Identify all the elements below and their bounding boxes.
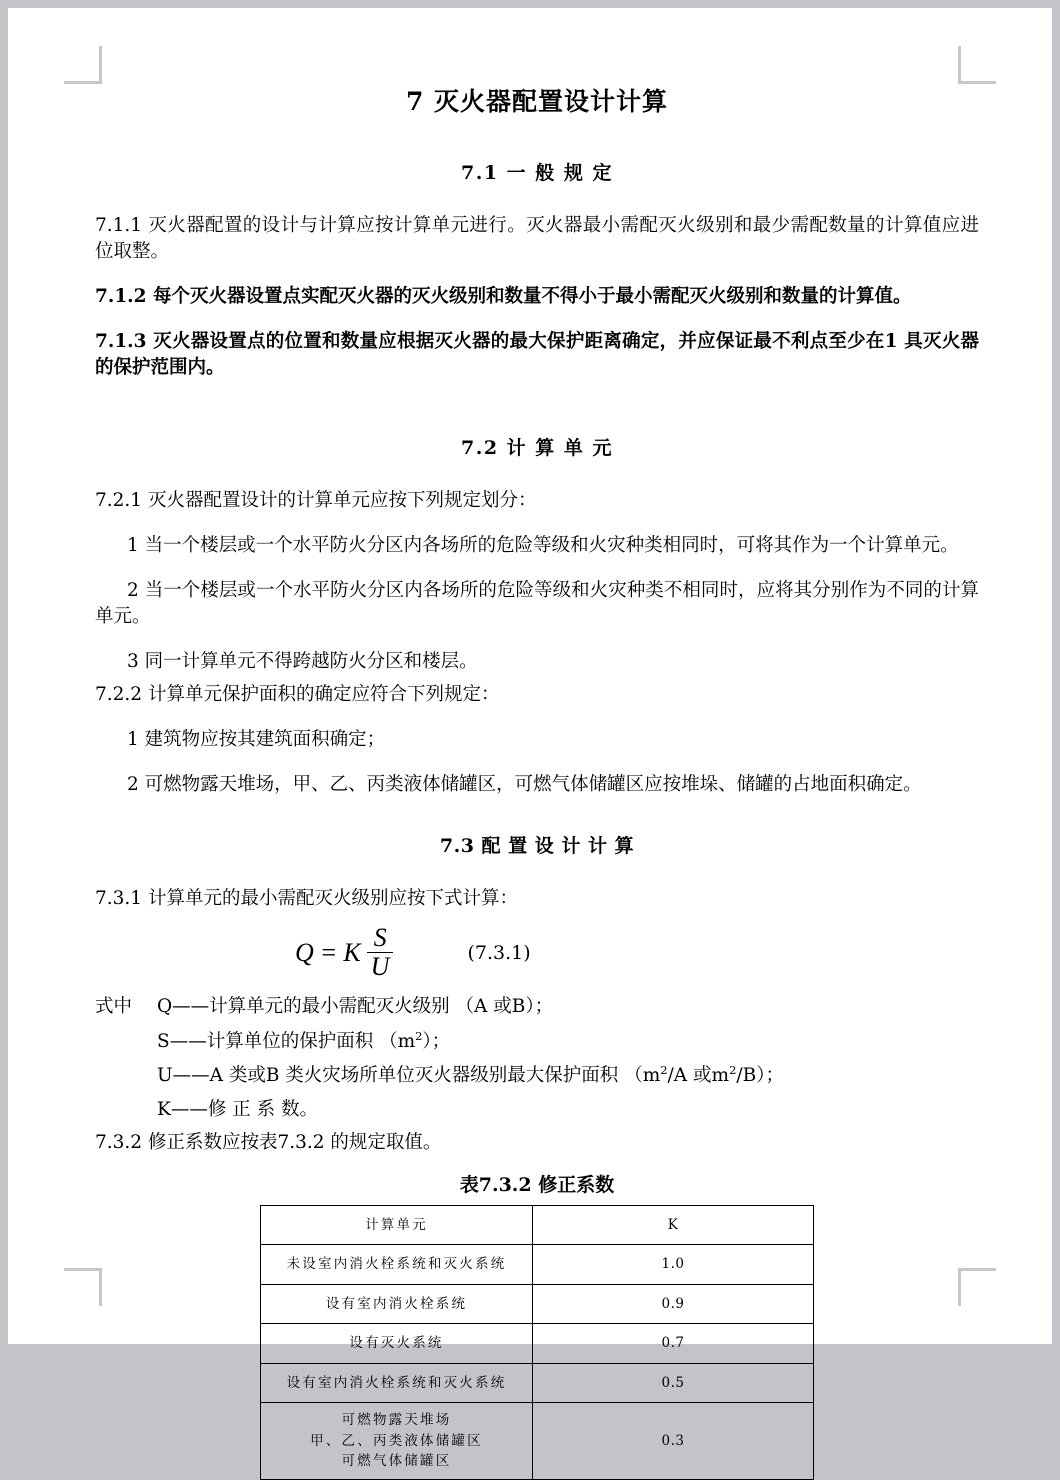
table-caption: 表7.3.2 修正系数 <box>459 1173 615 1196</box>
symbol-row-q <box>95 994 979 1020</box>
formula-denominator: U <box>370 952 390 982</box>
symbol-definition-s <box>157 1028 979 1055</box>
crop-mark-top-left <box>64 46 102 84</box>
symbol-s: S <box>157 1030 170 1052</box>
symbol-text-u: A 类或B 类火灾场所单位灭火器级别最大保护面积 （m <box>209 1065 661 1087</box>
symbol-lead-label: 式中 <box>95 996 133 1018</box>
symbol-definition-k <box>157 1097 979 1123</box>
table-header-unit: 计算单元 <box>261 1205 533 1245</box>
symbol-text-u-post: /B）； <box>736 1065 784 1087</box>
section-heading-7-2: 7.2 计 算 单 元 <box>460 437 613 460</box>
clause-7-3-1: 7.3.1 计算单元的最小需配灭火级别应按下式计算： <box>95 887 518 909</box>
symbol-lead-spacer <box>95 1028 157 1055</box>
symbol-dash-u: —— <box>172 1065 210 1087</box>
symbol-text-u-mid: /A 或m <box>667 1065 730 1087</box>
symbol-definition-u <box>157 1062 979 1089</box>
correction-coefficient-table <box>260 1205 814 1480</box>
table-cell-unit: 设有室内消火栓系统 <box>261 1284 533 1324</box>
clause-7-2-1-item-3: 3 同一计算单元不得跨越防火分区和楼层。 <box>127 651 478 673</box>
clause-7-1-1: 7.1.1 灭火器配置的设计与计算应按计算单元进行。灭火器最小需配灭火级别和最少需配数量的计算值应进位取整。 <box>95 215 979 262</box>
symbol-lead-spacer <box>95 1097 157 1123</box>
clause-7-2-1: 7.2.1 灭火器配置设计的计算单元应按下列规定划分： <box>95 490 537 512</box>
clause-7-2-2-item-1: 1 建筑物应按其建筑面积确定； <box>127 728 386 750</box>
table-row <box>261 1403 814 1480</box>
symbol-u: U <box>157 1065 173 1087</box>
symbol-dash-k: —— <box>170 1098 208 1120</box>
page-title: 7 灭火器配置设计计算 <box>405 87 669 116</box>
clause-7-1-2: 7.1.2 每个灭火器设置点实配灭火器的灭火级别和数量不得小于最小需配灭火级别和数量的计算值。 <box>95 285 912 307</box>
formula-expression <box>295 925 393 980</box>
symbol-row-s <box>95 1028 979 1055</box>
table-row <box>261 1284 814 1324</box>
table-cell-k: 0.9 <box>533 1284 814 1324</box>
table-cell-k: 0.5 <box>533 1363 814 1403</box>
table-cell-unit: 设有灭火系统 <box>261 1324 533 1364</box>
clause-7-2-1-item-2: 2 当一个楼层或一个水平防火分区内各场所的危险等级和火灾种类不相同时，应将其分别作为不同的计算单元。 <box>95 580 979 628</box>
table-row <box>261 1363 814 1403</box>
table-cell-unit-multiline <box>261 1403 533 1480</box>
table-cell-unit-line: 可燃物露天堆场 <box>341 1412 452 1429</box>
symbol-text-s-post: ）； <box>422 1030 451 1052</box>
symbol-row-u <box>95 1062 979 1089</box>
section-heading-7-1: 7.1 一 般 规 定 <box>460 162 613 184</box>
table-cell-k: 0.7 <box>533 1324 814 1364</box>
symbol-definitions <box>95 994 979 1122</box>
symbol-row-k <box>95 1097 979 1123</box>
symbol-lead-spacer <box>95 1062 157 1089</box>
symbol-u-superscript-1: 2 <box>660 1063 668 1078</box>
equation-number: (7.3.1) <box>467 941 531 964</box>
symbol-q: Q <box>157 996 173 1018</box>
formula-fraction <box>367 925 394 980</box>
symbol-s-superscript: 2 <box>415 1028 423 1043</box>
table-row <box>261 1324 814 1364</box>
symbol-k: K <box>157 1098 171 1120</box>
table-cell-unit: 设有室内消火栓系统和灭火系统 <box>261 1363 533 1403</box>
crop-mark-top-right <box>958 46 996 84</box>
clause-7-2-2-item-2: 2 可燃物露天堆场，甲、乙、丙类液体储罐区，可燃气体储罐区应按堆垛、储罐的占地面积确定。 <box>127 773 922 795</box>
formula-equals: = <box>319 937 338 967</box>
symbol-text-q: 计算单元的最小需配灭火级别 （A 或B）； <box>209 996 554 1018</box>
symbol-dash-q: —— <box>172 996 210 1018</box>
table-cell-unit-line: 甲、乙、丙类液体储罐区 <box>310 1432 483 1449</box>
table-header-row <box>261 1205 814 1245</box>
symbol-u-superscript-2: 2 <box>729 1063 737 1078</box>
table-header-k: K <box>533 1205 814 1245</box>
symbol-dash-s: —— <box>169 1030 207 1052</box>
clause-7-2-1-item-1: 1 当一个楼层或一个水平防火分区内各场所的危险等级和火灾种类相同时，可将其作为一个计算单元。 <box>127 535 959 557</box>
symbol-definition-q <box>157 994 979 1020</box>
clause-7-2-2: 7.2.2 计算单元保护面积的确定应符合下列规定： <box>95 683 500 705</box>
table-cell-unit-line: 可燃气体储罐区 <box>341 1453 452 1470</box>
clause-7-3-2: 7.3.2 修正系数应按表7.3.2 的规定取值。 <box>95 1131 442 1153</box>
section-heading-7-3: 7.3 配 置 设 计 计 算 <box>439 834 635 857</box>
formula-lhs: Q <box>295 937 314 967</box>
table-cell-unit: 未设室内消火栓系统和灭火系统 <box>261 1245 533 1285</box>
document-page <box>8 8 1052 1470</box>
symbol-text-s: 计算单位的保护面积 （m <box>206 1030 416 1052</box>
table-row <box>261 1245 814 1285</box>
formula-7-3-1 <box>95 925 979 980</box>
formula-numerator: S <box>373 923 387 953</box>
document-body <box>95 82 979 1480</box>
table-cell-k: 1.0 <box>533 1245 814 1285</box>
table-cell-k: 0.3 <box>533 1403 814 1480</box>
symbol-text-k: 修 正 系 数。 <box>207 1098 318 1120</box>
clause-7-1-3: 7.1.3 灭火器设置点的位置和数量应根据灭火器的最大保护距离确定，并应保证最不利点至少在1 具灭火器的保护范围内。 <box>95 330 979 378</box>
formula-coefficient: K <box>343 937 361 967</box>
